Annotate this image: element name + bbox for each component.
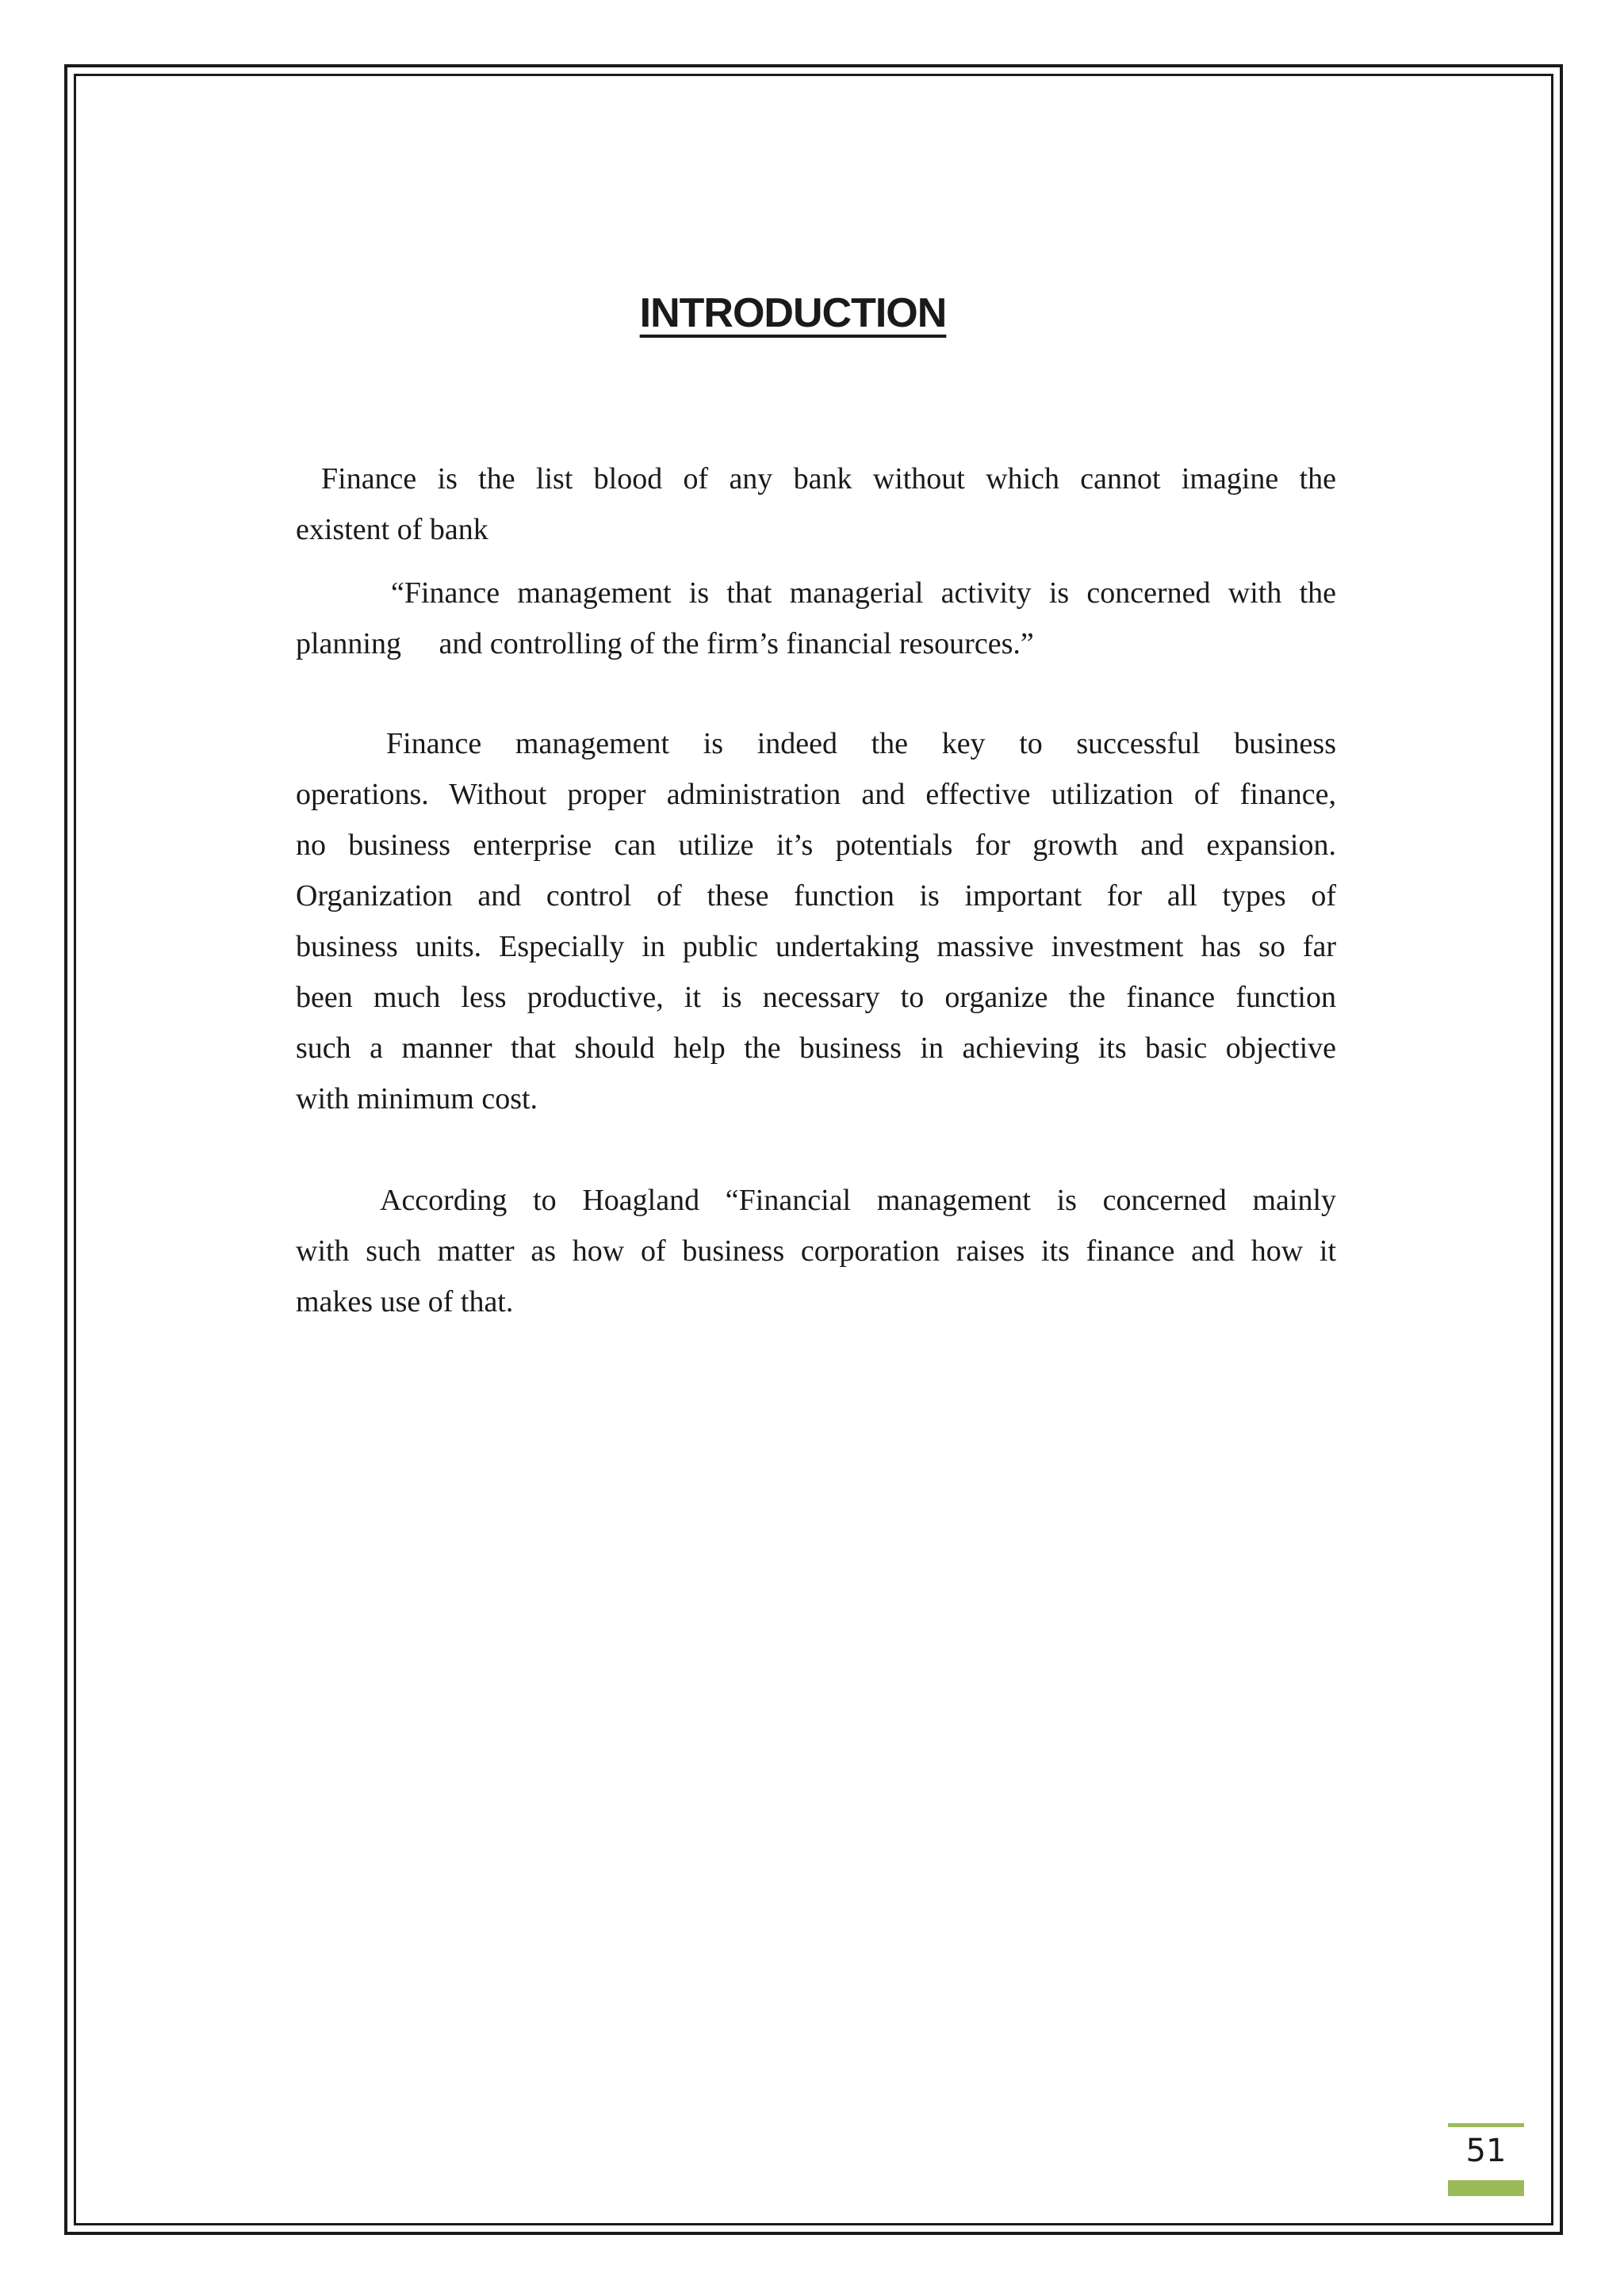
- page-number-box: [1448, 2123, 1524, 2191]
- page-title: INTRODUCTION: [639, 290, 947, 336]
- paragraph-line: operations. Without proper administration and effective utilization of finance,: [296, 778, 1336, 811]
- paragraph-line: with minimum cost.: [296, 1082, 538, 1115]
- paragraph-line: such a manner that should help the business in achieving its basic objective: [296, 1031, 1336, 1065]
- paragraph-line: Finance is the list blood of any bank without which cannot imagine the: [321, 462, 1336, 496]
- paragraph-line: business units. Especially in public undertaking massive investment has so far: [296, 930, 1336, 963]
- paragraph-4: [296, 1175, 1336, 1327]
- paragraph-line: been much less productive, it is necessary to organize the finance function: [296, 981, 1336, 1014]
- paragraph-line: According to Hoagland “Financial management is concerned mainly: [380, 1184, 1336, 1217]
- page-number-top-rule: [1448, 2123, 1524, 2127]
- page-number-accent-bar: [1448, 2180, 1524, 2196]
- paragraph-1: [296, 453, 1336, 555]
- paragraph-line: makes use of that.: [296, 1285, 514, 1318]
- paragraph-3: [296, 718, 1336, 1124]
- paragraph-line: with such matter as how of business corporation raises its finance and how it: [296, 1234, 1336, 1268]
- paragraph-line: no business enterprise can utilize it’s potentials for growth and expansion.: [296, 828, 1336, 862]
- paragraph-line: planning and controlling of the firm’s financial resources.”: [296, 627, 1034, 660]
- page-border-inner: [74, 74, 1553, 2225]
- paragraph-line: Organization and control of these function is important for all types of: [296, 879, 1336, 913]
- paragraph-line: existent of bank: [296, 513, 488, 546]
- page-number: 51: [1465, 2133, 1507, 2169]
- paragraph-line: Finance management is indeed the key to successful business: [386, 727, 1336, 760]
- paragraph-line: “Finance management is that managerial activity is concerned with the: [391, 576, 1336, 610]
- paragraph-2: [296, 568, 1336, 669]
